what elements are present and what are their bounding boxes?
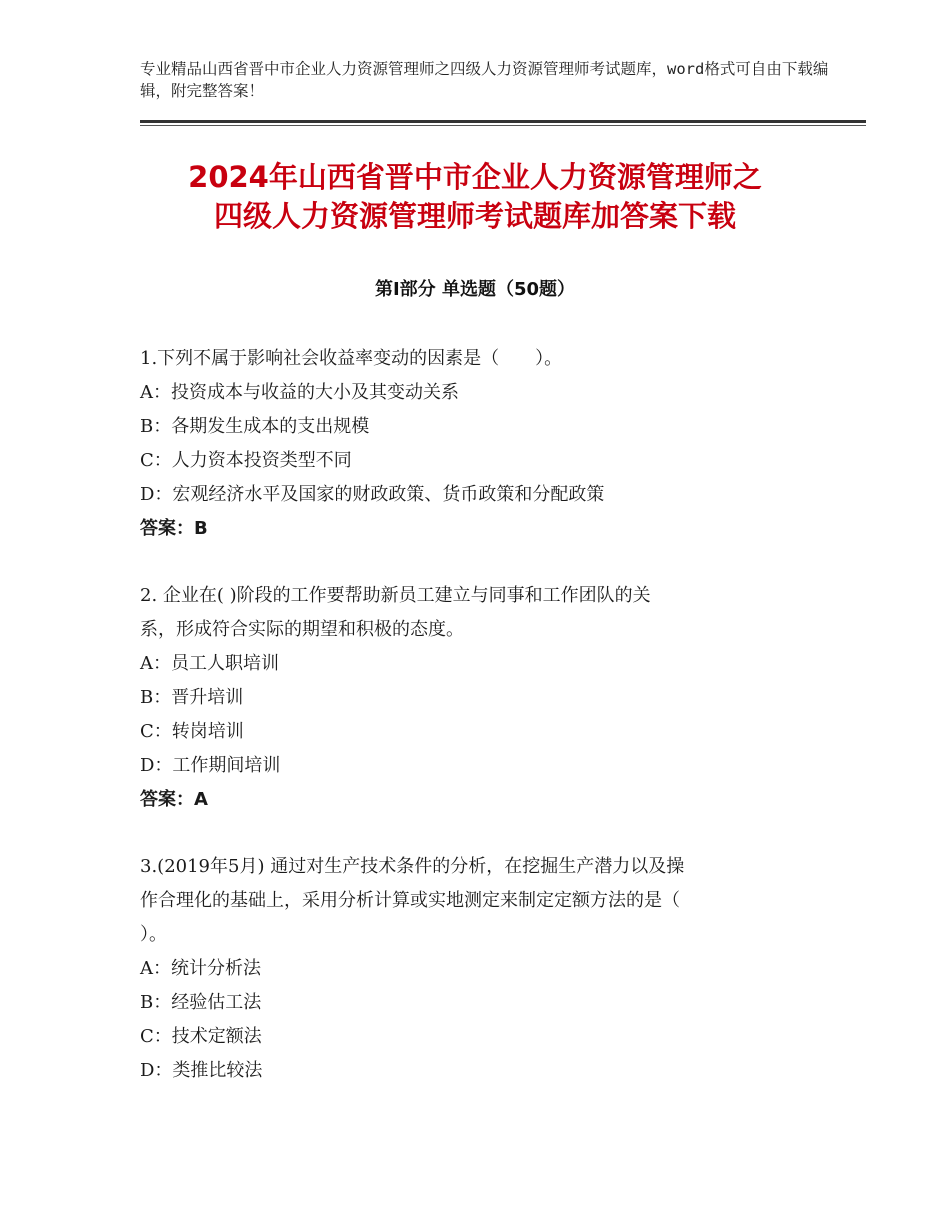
option-d: D：类推比较法: [140, 1060, 263, 1081]
title-line-2: 四级人力资源管理师考试题库加答案下载: [213, 199, 736, 233]
option-b: B：晋升培训: [140, 687, 244, 708]
question-stem-line-1: 3.(2019年5月) 通过对生产技术条件的分析，在挖掘生产潜力以及操: [140, 856, 685, 877]
question-1: [140, 342, 820, 546]
option-b: B：经验估工法: [140, 992, 262, 1013]
option-a: A：投资成本与收益的大小及其变动关系: [140, 382, 459, 403]
option-a: A：统计分析法: [140, 958, 261, 979]
header-rule-thin: [140, 125, 866, 126]
question-stem: 1.下列不属于影响社会收益率变动的因素是（ ）。: [140, 348, 563, 369]
option-d: D：宏观经济水平及国家的财政政策、货币政策和分配政策: [140, 484, 605, 505]
question-stem-line-1: 2. 企业在( )阶段的工作要帮助新员工建立与同事和工作团队的关: [140, 585, 651, 606]
header-note: 专业精品山西省晋中市企业人力资源管理师之四级人力资源管理师考试题库，word格式可自由下载编辑，附完整答案！: [140, 60, 829, 100]
option-a: A：员工人职培训: [140, 653, 279, 674]
question-stem-line-2: 系，形成符合实际的期望和积极的态度。: [140, 619, 464, 640]
header-rule-thick: [140, 120, 866, 123]
question-stem-line-3: ）。: [140, 924, 167, 945]
title-line-1: 2024年山西省晋中市企业人力资源管理师之: [188, 160, 762, 194]
question-list: [140, 342, 820, 1121]
question-stem-line-2: 作合理化的基础上，采用分析计算或实地测定来制定定额方法的是（: [140, 890, 680, 911]
option-b: B：各期发生成本的支出规模: [140, 416, 370, 437]
question-3: [140, 850, 820, 1088]
option-c: C：转岗培训: [140, 721, 244, 742]
option-c: C：人力资本投资类型不同: [140, 450, 352, 471]
question-2: [140, 579, 820, 817]
answer: 答案：B: [140, 518, 208, 539]
answer: 答案：A: [140, 789, 208, 810]
option-d: D：工作期间培训: [140, 755, 281, 776]
section-title: 第Ⅰ部分 单选题（50题）: [374, 279, 575, 300]
option-c: C：技术定额法: [140, 1026, 262, 1047]
document-title: [100, 158, 850, 236]
